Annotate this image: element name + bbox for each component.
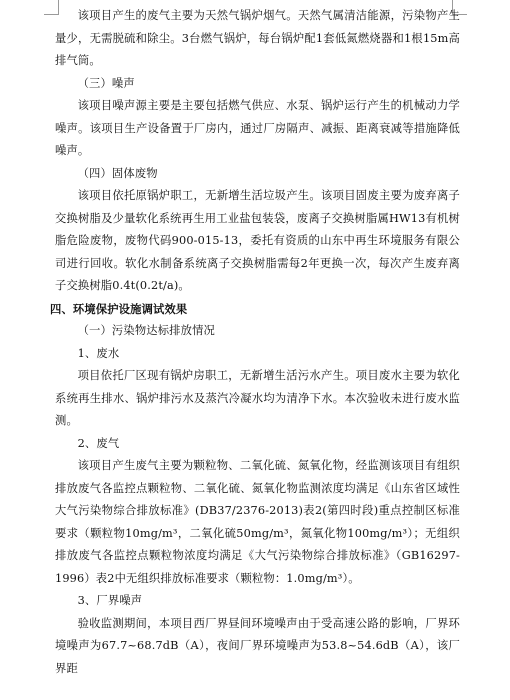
paragraph-waste-gas: 该项目产生废气主要为颗粒物、二氧化硫、氮氧化物，经监测该项目有组织排放废气各监控点颗粒物、二氧化硫、氮氧化物监测浓度均满足《山东省区域性大气污染物综合排放标准》(DB37/2376-2013)表2(第四时段)重点控制区标准要求（颗粒物10mg/m³，二氧化硫50mg/m³，氮氧化物100mg/m³）；无组织排放废气各监控点颗粒物浓度均满足《大气污染物综合排放标准》（GB16297-1996）表2中无组织排放标准要求（颗粒物：1.0mg/m³）。 [55,459,460,585]
document-body [50,5,460,680]
paragraph-noise: 该项目噪声源主要是主要包括燃气供应、水泵、锅炉运行产生的机械动力学噪声。该项目生产设备置于厂房内，通过厂房隔声、减振、距离衰减等措施降低噪声。 [55,99,460,157]
heading-pollutant-compliance: （一）污染物达标排放情况 [77,324,215,337]
paragraph-exhaust-gas: 该项目产生的废气主要为天然气锅炉烟气。天然气属清洁能源，污染物产生量少，无需脱硫和除尘。3台燃气锅炉，每台锅炉配1套低氮燃烧器和1根15m高排气筒。 [55,9,460,67]
heading-boundary-noise: 3、厂界噪声 [77,594,143,607]
heading-noise: （三）噪声 [77,76,135,90]
heading-waste-gas: 2、废气 [77,436,120,450]
heading-wastewater: 1、废水 [77,346,120,360]
section-heading: 四、环境保护设施调试效果 [50,301,188,316]
paragraph-solid-waste: 该项目依托原锅炉职工，无新增生活垃圾产生。该项目固废主要为废弃离子交换树脂及少量软化系统再生用工业盐包装袋，废离子交换树脂属HW13有机树脂危险废物，废物代码900-015-13，委托有资质的山东中再生环境服务有限公司进行回收。软化水制备系统离子交换树脂需每2年更换一次，每次产生废弃离子交换树脂0.4t(0.2t/a)。 [55,189,460,292]
paragraph-wastewater: 项目依托厂区现有锅炉房职工，无新增生活污水产生。项目废水主要为软化系统再生排水、锅炉排污水及蒸汽冷凝水均为清净下水。本次验收未进行废水监测。 [55,369,460,427]
paragraph-boundary-noise: 验收监测期间，本项目西厂界昼间环境噪声由于受高速公路的影响，厂界环境噪声为67.7~68.7dB（A），夜间厂界环境噪声为53.8~54.6dB（A），该厂界距 [55,616,460,675]
heading-solid-waste: （四）固体废物 [77,166,158,180]
